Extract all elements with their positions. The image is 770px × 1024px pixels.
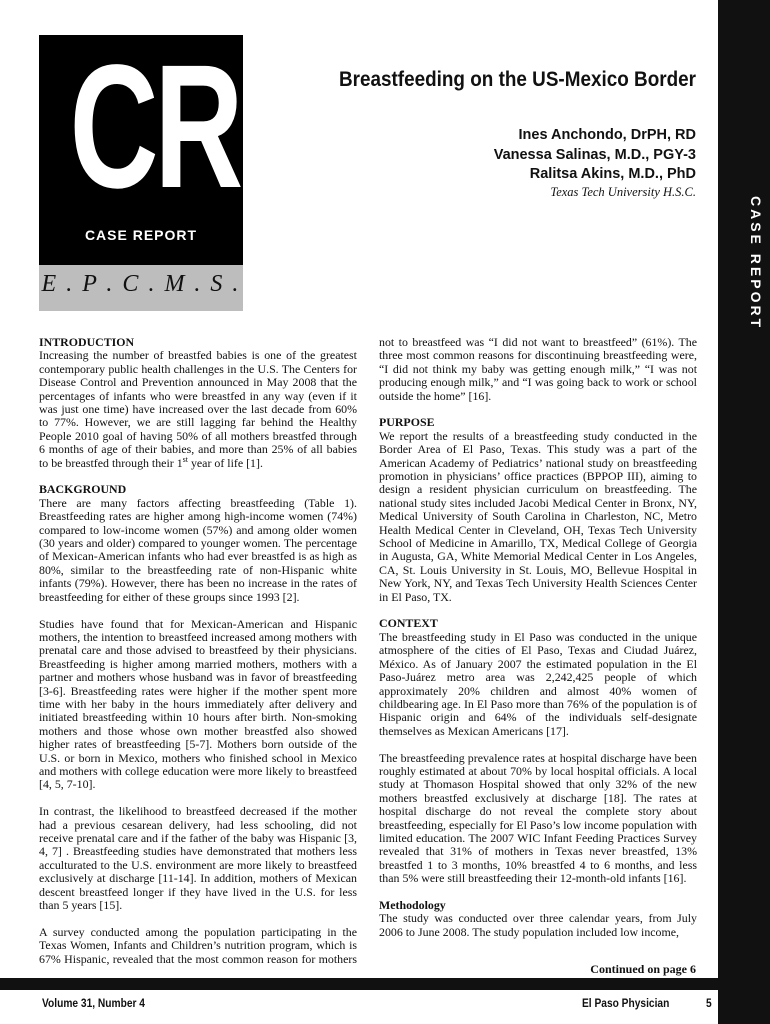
column-left xyxy=(39,336,357,979)
heading-methodology: Methodology xyxy=(379,897,446,912)
epcms-text: E . P . C . M . S . xyxy=(41,271,241,297)
background-paragraph-4: A survey conducted among the population participating in the Texas Women, Infants and Children’s nutrition program, which is 67% Hispanic, revealed that the most common reason for mothers xyxy=(39,925,357,966)
column-right xyxy=(379,336,697,953)
heading-introduction: INTRODUCTION xyxy=(39,335,135,349)
page-number: 5 xyxy=(706,996,712,1010)
background-paragraph-1: There are many factors affecting breastfeeding (Table 1). Breastfeeding rates are higher among high-income women (74%) compared to low-income women (57%) and among older women (30 years and older) compared to younger women. The percentage of Mexican-American infants who had ever breastfed is as high as 80%, similar to the breastfeeding rate of non-Hispanic white infants (79%). However, there has been no increase in the rates of breastfeeding for either of these groups since 1993 [2]. xyxy=(39,495,357,604)
footer-bar xyxy=(0,978,770,990)
author-3: Ralitsa Akins, M.D., PhD xyxy=(529,166,696,182)
continued-note: Continued on page 6 xyxy=(590,962,696,976)
sidebar-bar xyxy=(718,0,770,1024)
epcms-banner xyxy=(39,265,243,311)
context-paragraph-1: The breastfeeding study in El Paso was conducted in the unique atmosphere of the cities of El Paso, Texas and Ciudad Juárez, México. As of January 2007 the estimated population in the El Paso-Juárez metro area was 2,242,425 people of which approximately 20% children and almost 40% women of childbearing age. In El Paso more than 76% of the population is of Hispanic origin and 64% of the individuals self-designate themselves as Mexican Americans [17]. xyxy=(379,629,697,738)
logo-subtitle: CASE REPORT xyxy=(84,227,198,243)
cr-logo xyxy=(39,29,243,265)
heading-background: BACKGROUND xyxy=(39,482,127,497)
logo-letters: CR xyxy=(69,29,240,225)
background-paragraph-4-continued: not to breastfeed was “I did not want to breastfeed” (61%). The three most common reasons for discontinuing breastfeeding were, “I did not think my baby was getting enough milk,” “I was not producing enough milk,” and “I was going back to work or school outside the home” [16]. xyxy=(379,336,697,403)
context-paragraph-2: The breastfeeding prevalence rates at hospital discharge have been roughly estimated at about 70% by local hospital officials. A local study at Thomason Hospital showed that only 32% of the new mothers breastfed exclusively at discharge [18]. The rates at hospital discharge do not reveal the complete story about breastfeeding, especially for El Paso’s low income population with limited education. The 2007 WIC Infant Feeding Practices Survey revealed that 31% of mothers in Texas never breastfed, 13% breastfed 1 to 3 months, 10% breastfed 4 to 6 months, and less than 5% were still breastfeeding their 12-month-old infants [16]. xyxy=(379,750,697,886)
author-2: Vanessa Salinas, M.D., PGY-3 xyxy=(493,147,696,163)
footer-volume: Volume 31, Number 4 xyxy=(42,996,145,1010)
article-title: Breastfeeding on the US-Mexico Border xyxy=(338,68,696,91)
footer-journal: El Paso Physician xyxy=(582,996,670,1010)
heading-purpose: PURPOSE xyxy=(379,415,435,430)
heading-context: CONTEXT xyxy=(379,616,438,631)
methodology-paragraph: The study was conducted over three calendar years, from July 2006 to June 2008. The study population included low income, xyxy=(379,911,697,939)
sidebar-label: CASE REPORT xyxy=(748,196,764,331)
affiliation: Texas Tech University H.S.C. xyxy=(550,185,696,199)
introduction-paragraph: Increasing the number of breastfed babies is one of the greatest contemporary public health challenges in the U.S. The Centers for Disease Control and Prevention announced in May 2008 that the percentages of infants who were breastfed in any way (even if it was just one time) have increased over the last decade from 60% to 77%. However, we are still lagging far behind the Healthy People 2010 goal of having 50% of all mothers breastfed through 6 months of age of their babies, and more than 25% of all babies to be breastfed through their 1st year of life [1]. xyxy=(39,348,357,470)
background-paragraph-2: Studies have found that for Mexican-American and Hispanic mothers, the intention to breastfeed increased among mothers with prenatal care and those advised to breastfeed by their physicians. Breastfeeding is higher among married mothers, mothers with a partner and mothers whose husband was in favor of breastfeeding [3-6]. Breastfeeding rates were higher if the mother spent more time with her baby in the hours immediately after delivery and initiated breastfeeding within 10 hours after birth. Non-smoking mothers and those whose own mother breastfed also showed higher rates of breastfeeding [5-7]. Mothers born outside of the U.S. or born in Mexico, mothers who finished school in Mexico and mothers with college education were more likely to breastfeed [4, 5, 7-10]. xyxy=(39,616,357,792)
background-paragraph-3: In contrast, the likelihood to breastfeed decreased if the mother had a previous cesarean delivery, had less schooling, did not receive prenatal care and if the father of the baby was Hispanic [3, 4, 7] . Breastfeeding studies have demonstrated that mothers less acculturated to the U.S. environment are more likely to breastfeed exclusively at discharge [11-14]. In addition, mothers of Mexican descent breastfeed longer if they have lived in the U.S. for less than 5 years [15]. xyxy=(39,804,357,913)
purpose-paragraph: We report the results of a breastfeeding study conducted in the Border Area of El Paso, Texas. This study was a part of the American Academy of Pediatrics’ national study on breastfeeding promotion in physicians’ office practices (BPPOP III), aiming to design a resident physician curriculum on breastfeeding. The national study sites included Jacobi Medical Center in Bronx, NY, Medical University of South Carolina in Charleston, NC, Metro Health Medical Center in Cleveland, OH, Texas Tech University School of Medicine in Amarillo, TX, Medical College of Georgia in Augusta, GA, White Memorial Medical Center in Los Angeles, CA, St. Louis University in St. Louis, MO, Bellevue Hospital in New York, NY, and Texas Tech University Health Sciences Center in El Paso, TX. xyxy=(379,428,697,604)
author-1: Ines Anchondo, DrPH, RD xyxy=(518,127,696,143)
